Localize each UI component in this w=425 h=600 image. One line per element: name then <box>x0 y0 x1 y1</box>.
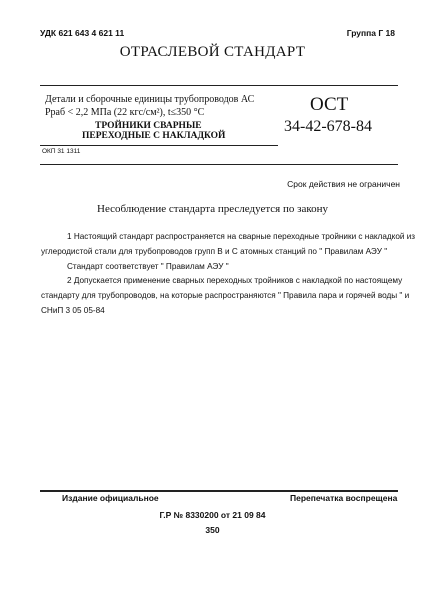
paragraph-1-line-3: Стандарт соответствует " Правилам АЭУ " <box>67 262 229 271</box>
registration-number: Г.Р № 8330200 от 21 09 84 <box>159 510 266 520</box>
group-code: Группа Г 18 <box>346 28 395 38</box>
paragraph-1 <box>41 229 416 274</box>
standard-prefix: ОСТ <box>310 94 349 115</box>
document-title: ОТРАСЛЕВОЙ СТАНДАРТ <box>119 44 306 60</box>
udk-code: УДК 621 643 4 621 11 <box>40 28 125 38</box>
block-bottom-rule <box>40 164 398 165</box>
paragraph-2-line-2: стандарту для трубопроводов, на которые распространяются " Правила пара и горячей воды " и <box>41 291 410 300</box>
paragraph-2-line-1: 2 Допускается применение сварных переходных тройников с накладкой по настоящему <box>67 276 403 285</box>
paragraph-2 <box>41 273 410 318</box>
standard-number: 34-42-678-84 <box>284 118 372 135</box>
product-name-line-2: ПЕРЕХОДНЫЕ С НАКЛАДКОЙ <box>82 131 226 141</box>
top-rule <box>40 85 398 86</box>
paragraph-1-line-2: углеродистой стали для трубопроводов групп В и С атомных станций по " Правилам АЭУ " <box>41 247 388 256</box>
law-notice: Несоблюдение стандарта преследуется по закону <box>97 203 328 215</box>
block-divider <box>40 145 278 146</box>
reprint-notice: Перепечатка воспрещена <box>290 493 398 503</box>
footer-rule <box>40 490 398 492</box>
paragraph-1-line-1: 1 Настоящий стандарт распространяется на сварные переходные тройники с накладкой из <box>67 232 416 241</box>
page-number: 350 <box>205 525 220 535</box>
subject-line-1: Детали и сборочные единицы трубопроводов АС <box>45 94 255 105</box>
paragraph-2-line-3: СНиП 3 05 05-84 <box>41 306 105 315</box>
product-name-line-1: ТРОЙНИКИ СВАРНЫЕ <box>95 121 202 131</box>
official-edition: Издание официальное <box>62 493 159 503</box>
subject-line-2: Рраб < 2,2 МПа (22 кгс/см²), t≤350 °С <box>45 107 205 118</box>
validity-period: Срок действия не ограничен <box>287 179 400 189</box>
okp-code: ОКП 31 1311 <box>42 148 81 155</box>
